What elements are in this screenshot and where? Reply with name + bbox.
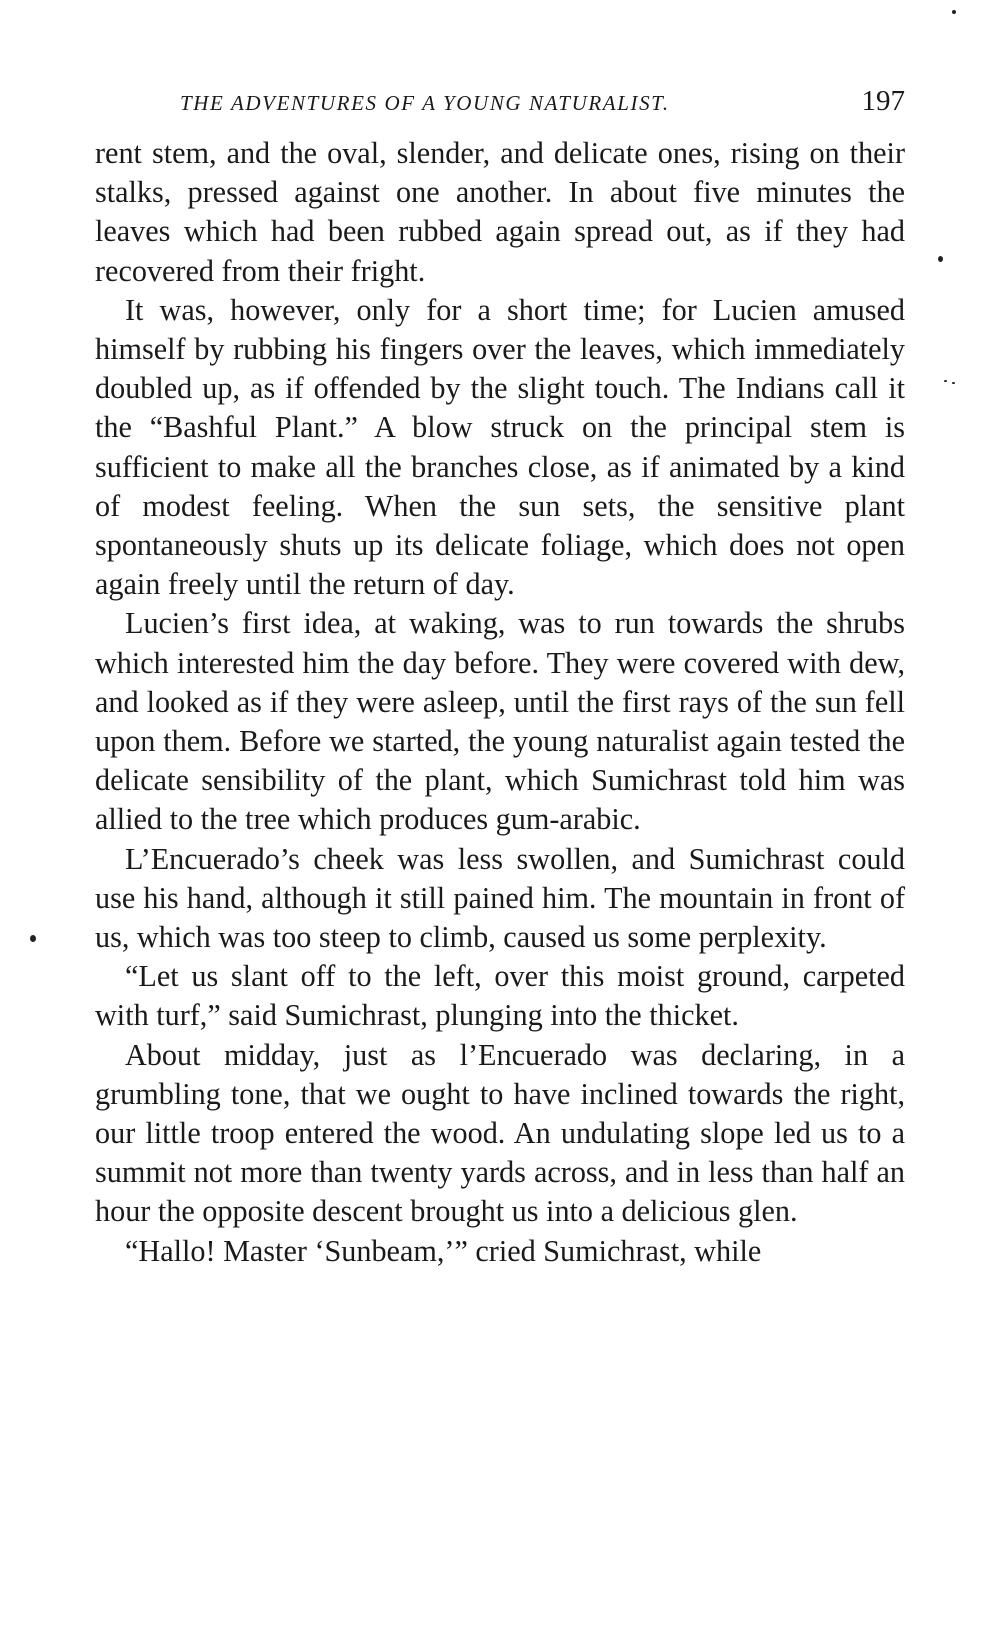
paragraph: Lucien’s first idea, at waking, was to run towards the shrubs which interested him the day before. They were covered with dew, and looked as if they were asleep, until the first rays of the sun fell upon them. Before we started, the young naturalist again tested the delicate sensibility of the plant, which Sumichrast told him was allied to the tree which produces gum-arabic. (95, 606, 905, 837)
scan-speck (944, 380, 947, 382)
body-text (95, 134, 905, 1271)
scan-speck (952, 10, 956, 14)
paragraph: About midday, just as l’Encuerado was declaring, in a grumbling tone, that we ought to have inclined towards the right, our little troop entered the wood. An undulating slope led us to a summit not more than twenty yards across, and in less than half an hour the opposite descent brought us into a delicious glen. (95, 1037, 905, 1229)
paragraph: L’Encuerado’s cheek was less swollen, and Sumichrast could use his hand, although it still pained him. The mountain in front of us, which was too steep to climb, caused us some perplexity. (95, 841, 905, 955)
scan-speck (30, 935, 36, 942)
running-head (95, 85, 910, 125)
paragraph: “Let us slant off to the left, over this moist ground, carpeted with turf,” said Sumichrast, plunging into the thicket. (95, 959, 905, 1033)
paragraph: rent stem, and the oval, slender, and delicate ones, rising on their stalks, pressed against one another. In about five minutes the leaves which had been rubbed again spread out, as if they had recovered from their fright. (95, 136, 905, 288)
page-number: 197 (861, 85, 905, 117)
paragraph: “Hallo! Master ‘Sunbeam,’” cried Sumichrast, while (125, 1233, 762, 1268)
scan-speck (938, 256, 943, 262)
scan-speck (952, 382, 955, 384)
paragraph: It was, however, only for a short time; for Lucien amused himself by rubbing his fingers over the leaves, which immediately doubled up, as if offended by the slight touch. The Indians call it the “Bashful Plant.” A blow struck on the principal stem is sufficient to make all the branches close, as if animated by a kind of modest feeling. When the sun sets, the sensitive plant spontaneously shuts up its delicate foliage, which does not open again freely until the return of day. (95, 292, 905, 602)
running-title: THE ADVENTURES OF A YOUNG NATURALIST. (180, 91, 670, 115)
